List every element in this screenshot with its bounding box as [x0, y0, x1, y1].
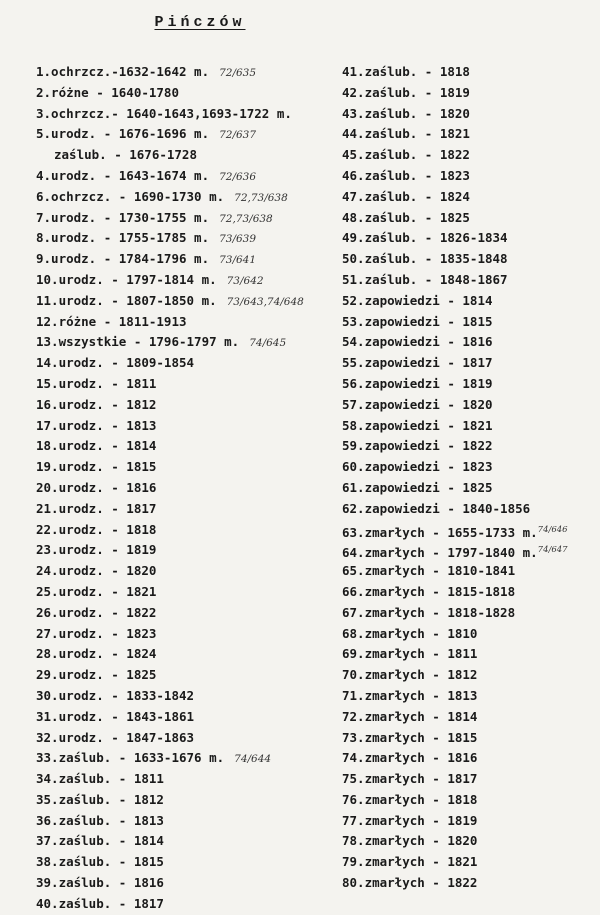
entry-text: 19.urodz. - 1815	[36, 459, 157, 475]
entry-text: 50.zaślub. - 1835-1848	[342, 251, 508, 267]
register-entry	[342, 852, 597, 873]
register-entry	[36, 499, 336, 520]
entry-text: 72.zmarłych - 1814	[342, 708, 478, 724]
entry-text: 41.zaślub. - 1818	[342, 64, 470, 79]
entry-text: 4.urodz. - 1643-1674 m.	[36, 167, 210, 183]
register-entry	[36, 312, 336, 333]
left-column	[36, 62, 336, 915]
entry-text: 47.zaślub. - 1824	[342, 188, 470, 204]
entry-text: 67.zmarłych - 1818-1828	[342, 604, 516, 620]
register-entry	[342, 728, 597, 749]
register-entry	[342, 395, 597, 416]
register-entry	[36, 187, 336, 208]
register-entry	[342, 353, 597, 374]
register-entry	[36, 145, 336, 166]
entry-text: 64.zmarłych - 1797-1840 m.	[342, 545, 538, 561]
register-entry	[36, 249, 336, 270]
register-entry	[36, 811, 336, 832]
register-entry	[342, 83, 597, 104]
register-entry	[342, 291, 597, 312]
entry-text: 13.wszystkie - 1796-1797 m.	[36, 334, 240, 350]
register-entry	[342, 124, 597, 145]
entry-text: 3.ochrzcz.- 1640-1643,1693-1722 m.	[36, 105, 292, 121]
register-entry	[36, 270, 336, 291]
register-entry	[36, 436, 336, 457]
register-entry	[342, 769, 597, 790]
entry-text: 46.zaślub. - 1823	[342, 167, 470, 183]
register-entry	[36, 208, 336, 229]
register-entry	[36, 603, 336, 624]
register-entry	[342, 686, 597, 707]
handwritten-note: 74/644	[234, 753, 272, 766]
handwritten-note: 74/645	[249, 337, 287, 350]
handwritten-note: 74/647	[537, 545, 568, 556]
register-entry	[36, 540, 336, 561]
entry-text: 31.urodz. - 1843-1861	[36, 708, 195, 724]
register-entry	[36, 104, 336, 125]
handwritten-note: 72/637	[219, 129, 257, 142]
register-entry	[36, 769, 336, 790]
entry-text: 61.zapowiedzi - 1825	[342, 479, 493, 495]
entry-text: 26.urodz. - 1822	[36, 604, 157, 620]
register-entry	[342, 416, 597, 437]
entry-text: 79.zmarłych - 1821	[342, 854, 478, 870]
entry-text: 24.urodz. - 1820	[36, 563, 157, 579]
entry-text: 76.zmarłych - 1818	[342, 791, 478, 807]
register-entry	[36, 374, 336, 395]
register-entry	[36, 353, 336, 374]
register-entry	[342, 582, 597, 603]
entry-text: 7.urodz. - 1730-1755 m.	[36, 209, 210, 225]
handwritten-note: 73/639	[219, 233, 257, 246]
entry-text: 6.ochrzcz. - 1690-1730 m.	[36, 188, 225, 204]
entry-text: 70.zmarłych - 1812	[342, 667, 478, 683]
register-entry	[342, 145, 597, 166]
entry-text: zaślub. - 1676-1728	[54, 147, 197, 163]
entry-text: 15.urodz. - 1811	[36, 375, 157, 391]
register-entry	[342, 312, 597, 333]
entry-text: 69.zmarłych - 1811	[342, 646, 478, 662]
entry-text: 62.zapowiedzi - 1840-1856	[342, 500, 531, 516]
entry-text: 34.zaślub. - 1811	[36, 771, 164, 787]
register-entry	[342, 187, 597, 208]
entry-text: 71.zmarłych - 1813	[342, 687, 478, 703]
register-entry	[342, 104, 597, 125]
register-entry	[36, 665, 336, 686]
entry-text: 2.różne - 1640-1780	[36, 84, 179, 100]
entry-text: 11.urodz. - 1807-1850 m.	[36, 292, 217, 308]
register-entry	[36, 332, 336, 353]
register-entry	[342, 644, 597, 665]
entry-text: 66.zmarłych - 1815-1818	[342, 583, 516, 599]
entry-text: 56.zapowiedzi - 1819	[342, 375, 493, 391]
register-entry	[342, 374, 597, 395]
register-entry	[342, 831, 597, 852]
entry-text: 73.zmarłych - 1815	[342, 729, 478, 745]
entry-text: 30.urodz. - 1833-1842	[36, 687, 195, 703]
register-entry	[36, 457, 336, 478]
entry-text: 39.zaślub. - 1816	[36, 875, 164, 891]
handwritten-note: 72/636	[219, 170, 257, 183]
entry-text: 42.zaślub. - 1819	[342, 84, 470, 100]
handwritten-note: 73/642	[226, 274, 264, 287]
register-entry	[342, 228, 597, 249]
entry-text: 10.urodz. - 1797-1814 m.	[36, 271, 217, 287]
register-entry	[36, 728, 336, 749]
entry-text: 54.zapowiedzi - 1816	[342, 334, 493, 350]
entry-text: 35.zaślub. - 1812	[36, 791, 164, 807]
register-entry	[342, 166, 597, 187]
entry-text: 32.urodz. - 1847-1863	[36, 729, 195, 745]
register-entry	[36, 831, 336, 852]
entry-text: 1.ochrzcz.-1632-1642 m.	[36, 64, 210, 79]
entry-text: 65.zmarłych - 1810-1841	[342, 563, 516, 579]
entry-text: 9.urodz. - 1784-1796 m.	[36, 251, 210, 267]
entry-text: 36.zaślub. - 1813	[36, 812, 164, 828]
right-column	[342, 62, 597, 894]
entry-text: 21.urodz. - 1817	[36, 500, 157, 516]
entry-text: 75.zmarłych - 1817	[342, 771, 478, 787]
entry-text: 80.zmarłych - 1822	[342, 875, 478, 891]
register-entry	[36, 894, 336, 915]
entry-text: 14.urodz. - 1809-1854	[36, 355, 195, 371]
register-entry	[36, 228, 336, 249]
register-entry	[342, 873, 597, 894]
entry-text: 16.urodz. - 1812	[36, 396, 157, 412]
entry-text: 18.urodz. - 1814	[36, 438, 157, 454]
entry-text: 28.urodz. - 1824	[36, 646, 157, 662]
entry-text: 43.zaślub. - 1820	[342, 105, 470, 121]
entry-text: 25.urodz. - 1821	[36, 583, 157, 599]
register-entry	[36, 478, 336, 499]
entry-text: 22.urodz. - 1818	[36, 521, 157, 537]
entry-text: 23.urodz. - 1819	[36, 542, 157, 558]
register-entry	[342, 499, 597, 520]
entry-text: 38.zaślub. - 1815	[36, 854, 164, 870]
entry-text: 12.różne - 1811-1913	[36, 313, 187, 329]
page-title: Pińczów	[154, 14, 246, 31]
entry-text: 40.zaślub. - 1817	[36, 895, 164, 911]
register-entry	[36, 582, 336, 603]
entry-text: 17.urodz. - 1813	[36, 417, 157, 433]
register-entry	[36, 873, 336, 894]
entry-text: 63.zmarłych - 1655-1733 m.	[342, 524, 538, 540]
register-entry	[36, 561, 336, 582]
register-entry	[36, 686, 336, 707]
register-entry	[342, 457, 597, 478]
entry-text: 5.urodz. - 1676-1696 m.	[36, 126, 210, 142]
entry-text: 78.zmarłych - 1820	[342, 833, 478, 849]
entry-text: 44.zaślub. - 1821	[342, 126, 470, 142]
register-entry	[36, 166, 336, 187]
register-entry	[36, 291, 336, 312]
register-entry	[342, 436, 597, 457]
register-entry	[36, 748, 336, 769]
entry-text: 55.zapowiedzi - 1817	[342, 355, 493, 371]
entry-text: 45.zaślub. - 1822	[342, 147, 470, 163]
entry-text: 52.zapowiedzi - 1814	[342, 292, 493, 308]
register-entry	[342, 561, 597, 582]
register-entry	[36, 83, 336, 104]
register-entry	[342, 665, 597, 686]
handwritten-note: 72,73/638	[234, 191, 288, 204]
handwritten-note: 72/635	[219, 67, 257, 79]
register-entry	[342, 748, 597, 769]
register-entry	[342, 624, 597, 645]
entry-text: 8.urodz. - 1755-1785 m.	[36, 230, 210, 246]
register-entry	[342, 811, 597, 832]
entry-text: 53.zapowiedzi - 1815	[342, 313, 493, 329]
entry-text: 29.urodz. - 1825	[36, 667, 157, 683]
register-entry	[36, 62, 336, 83]
entry-text: 60.zapowiedzi - 1823	[342, 459, 493, 475]
register-entry	[36, 707, 336, 728]
register-entry	[342, 249, 597, 270]
entry-text: 33.zaślub. - 1633-1676 m.	[36, 750, 225, 766]
register-entry	[342, 790, 597, 811]
register-entry	[342, 478, 597, 499]
entry-text: 57.zapowiedzi - 1820	[342, 396, 493, 412]
register-entry	[36, 790, 336, 811]
register-entry	[342, 62, 597, 83]
entry-text: 48.zaślub. - 1825	[342, 209, 470, 225]
register-entry	[342, 707, 597, 728]
register-entry	[342, 540, 597, 561]
entry-text: 51.zaślub. - 1848-1867	[342, 271, 508, 287]
entry-text: 20.urodz. - 1816	[36, 479, 157, 495]
register-entry	[342, 208, 597, 229]
entry-text: 68.zmarłych - 1810	[342, 625, 478, 641]
entry-text: 58.zapowiedzi - 1821	[342, 417, 493, 433]
entry-text: 74.zmarłych - 1816	[342, 750, 478, 766]
register-entry	[342, 520, 597, 541]
entry-text: 27.urodz. - 1823	[36, 625, 157, 641]
register-entry	[36, 852, 336, 873]
register-entry	[342, 603, 597, 624]
register-entry	[36, 520, 336, 541]
register-entry	[36, 644, 336, 665]
entry-text: 37.zaślub. - 1814	[36, 833, 164, 849]
handwritten-note: 73/641	[219, 254, 257, 267]
register-entry	[36, 124, 336, 145]
register-entry	[36, 395, 336, 416]
register-entry	[342, 332, 597, 353]
handwritten-note: 72,73/638	[219, 212, 273, 225]
register-entry	[36, 416, 336, 437]
handwritten-note: 74/646	[537, 524, 568, 535]
handwritten-note: 73/643,74/648	[226, 295, 304, 308]
register-entry	[36, 624, 336, 645]
entry-text: 77.zmarłych - 1819	[342, 812, 478, 828]
register-entry	[342, 270, 597, 291]
entry-text: 49.zaślub. - 1826-1834	[342, 230, 508, 246]
entry-text: 59.zapowiedzi - 1822	[342, 438, 493, 454]
